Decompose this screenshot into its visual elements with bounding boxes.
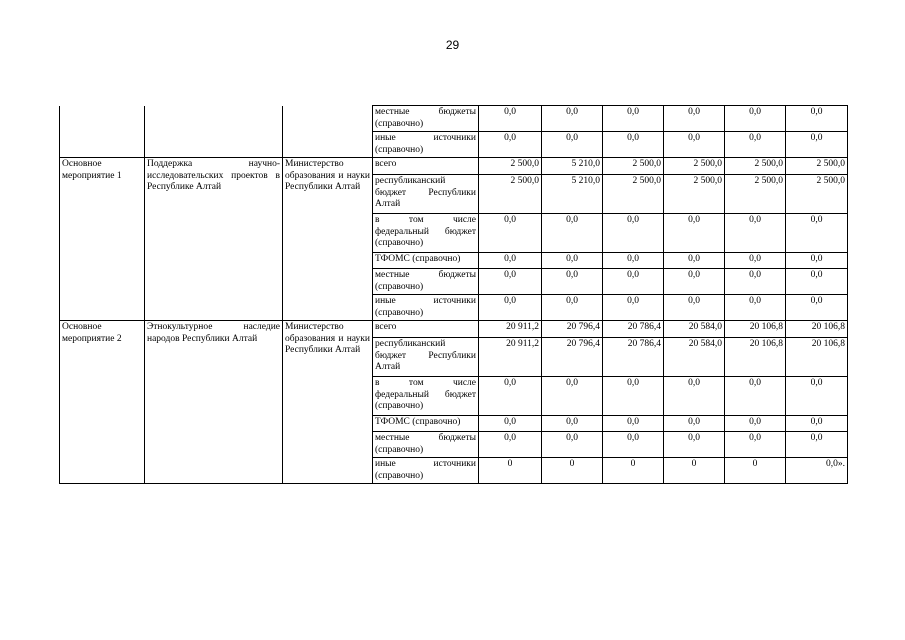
value-cell: 0,0 (664, 432, 725, 458)
value-cell: 0,0 (786, 132, 848, 158)
table-row (60, 106, 848, 132)
value-cell: 5 210,0 (542, 158, 603, 175)
value-cell: 20 584,0 (664, 338, 725, 377)
value-cell: 0,0 (786, 432, 848, 458)
executor-cell: Министерство образования и науки Республики Алтай (283, 321, 373, 484)
value-cell: 0,0 (479, 269, 542, 295)
empty-cell (60, 106, 145, 132)
value-cell: 0,0 (479, 377, 542, 416)
value-cell: 0,0 (603, 269, 664, 295)
funding-source-cell: в том числе федеральный бюджет (справочно) (373, 214, 479, 253)
value-cell: 20 106,8 (786, 338, 848, 377)
value-cell: 0,0 (664, 295, 725, 321)
activity-description-cell: Этнокультурное наследие народов Республики Алтай (145, 321, 283, 484)
value-cell: 20 106,8 (786, 321, 848, 338)
value-cell: 0,0 (664, 416, 725, 432)
activity-name-cell: Основное мероприятие 1 (60, 158, 145, 321)
value-cell: 20 911,2 (479, 321, 542, 338)
funding-source-cell: республиканский бюджет Республики Алтай (373, 175, 479, 214)
value-cell: 0,0 (542, 432, 603, 458)
empty-cell (145, 106, 283, 132)
value-cell: 2 500,0 (786, 158, 848, 175)
value-cell: 0,0 (786, 377, 848, 416)
funding-source-cell: ТФОМС (справочно) (373, 253, 479, 269)
value-cell: 2 500,0 (725, 175, 786, 214)
value-cell: 0 (664, 458, 725, 484)
executor-cell: Министерство образования и науки Республики Алтай (283, 158, 373, 321)
value-cell: 20 106,8 (725, 321, 786, 338)
value-cell: 20 786,4 (603, 338, 664, 377)
value-cell: 0,0 (479, 132, 542, 158)
funding-source-cell: республиканский бюджет Республики Алтай (373, 338, 479, 377)
value-cell: 0,0 (479, 253, 542, 269)
table-row (60, 158, 848, 175)
value-cell: 0,0 (725, 253, 786, 269)
value-cell: 0,0 (542, 269, 603, 295)
value-cell: 0,0 (542, 377, 603, 416)
value-cell: 2 500,0 (725, 158, 786, 175)
value-cell: 0,0 (479, 416, 542, 432)
value-cell: 0,0 (664, 214, 725, 253)
value-cell: 0,0 (664, 106, 725, 132)
funding-source-cell: местные бюджеты (справочно) (373, 106, 479, 132)
value-cell: 0,0 (542, 295, 603, 321)
value-cell: 0,0 (542, 416, 603, 432)
activity-description-cell: Поддержка научно-исследовательских проектов в Республике Алтай (145, 158, 283, 321)
value-cell: 2 500,0 (664, 175, 725, 214)
empty-cell (283, 106, 373, 132)
value-cell: 0,0 (725, 132, 786, 158)
value-cell: 0,0 (603, 432, 664, 458)
funding-source-cell: ТФОМС (справочно) (373, 416, 479, 432)
value-cell: 0,0 (725, 432, 786, 458)
value-cell: 0 (542, 458, 603, 484)
value-cell: 0,0 (725, 269, 786, 295)
empty-cell (283, 132, 373, 158)
value-cell: 0,0 (664, 269, 725, 295)
value-cell: 2 500,0 (786, 175, 848, 214)
funding-source-cell: иные источники (справочно) (373, 458, 479, 484)
value-cell: 0,0 (479, 295, 542, 321)
value-cell: 0,0 (603, 416, 664, 432)
value-cell: 2 500,0 (664, 158, 725, 175)
value-cell: 0,0 (603, 377, 664, 416)
table-row (60, 321, 848, 338)
value-cell: 0,0 (542, 106, 603, 132)
value-cell: 0,0 (664, 253, 725, 269)
value-cell: 0,0 (786, 253, 848, 269)
value-cell: 0,0 (603, 214, 664, 253)
value-cell: 0,0 (725, 377, 786, 416)
empty-cell (145, 132, 283, 158)
value-cell: 20 106,8 (725, 338, 786, 377)
budget-table (59, 105, 848, 484)
value-cell: 0,0 (542, 132, 603, 158)
value-cell: 0,0 (603, 106, 664, 132)
value-cell: 20 796,4 (542, 321, 603, 338)
table-body (60, 106, 848, 484)
value-cell: 0,0 (603, 253, 664, 269)
value-cell: 0,0 (479, 106, 542, 132)
value-cell: 2 500,0 (603, 158, 664, 175)
value-cell: 2 500,0 (479, 158, 542, 175)
value-cell: 0,0 (725, 214, 786, 253)
value-cell: 0,0». (786, 458, 848, 484)
value-cell: 0 (479, 458, 542, 484)
value-cell: 0,0 (725, 295, 786, 321)
value-cell: 20 786,4 (603, 321, 664, 338)
value-cell: 0,0 (786, 106, 848, 132)
activity-name-cell: Основное мероприятие 2 (60, 321, 145, 484)
value-cell: 0 (725, 458, 786, 484)
value-cell: 0 (603, 458, 664, 484)
value-cell: 0,0 (786, 416, 848, 432)
value-cell: 0,0 (603, 132, 664, 158)
funding-source-cell: местные бюджеты (справочно) (373, 432, 479, 458)
value-cell: 2 500,0 (603, 175, 664, 214)
value-cell: 20 796,4 (542, 338, 603, 377)
value-cell: 0,0 (725, 106, 786, 132)
value-cell: 2 500,0 (479, 175, 542, 214)
value-cell: 0,0 (542, 214, 603, 253)
value-cell: 0,0 (725, 416, 786, 432)
value-cell: 0,0 (479, 432, 542, 458)
value-cell: 0,0 (786, 214, 848, 253)
value-cell: 20 584,0 (664, 321, 725, 338)
funding-source-cell: местные бюджеты (справочно) (373, 269, 479, 295)
value-cell: 0,0 (603, 295, 664, 321)
table-row (60, 132, 848, 158)
page-number: 29 (445, 38, 460, 52)
value-cell: 5 210,0 (542, 175, 603, 214)
funding-source-cell: иные источники (справочно) (373, 132, 479, 158)
value-cell: 0,0 (664, 132, 725, 158)
funding-source-cell: в том числе федеральный бюджет (справочно) (373, 377, 479, 416)
empty-cell (60, 132, 145, 158)
funding-source-cell: иные источники (справочно) (373, 295, 479, 321)
funding-source-cell: всего (373, 321, 479, 338)
value-cell: 0,0 (786, 295, 848, 321)
value-cell: 20 911,2 (479, 338, 542, 377)
value-cell: 0,0 (786, 269, 848, 295)
funding-source-cell: всего (373, 158, 479, 175)
value-cell: 0,0 (542, 253, 603, 269)
value-cell: 0,0 (479, 214, 542, 253)
value-cell: 0,0 (664, 377, 725, 416)
